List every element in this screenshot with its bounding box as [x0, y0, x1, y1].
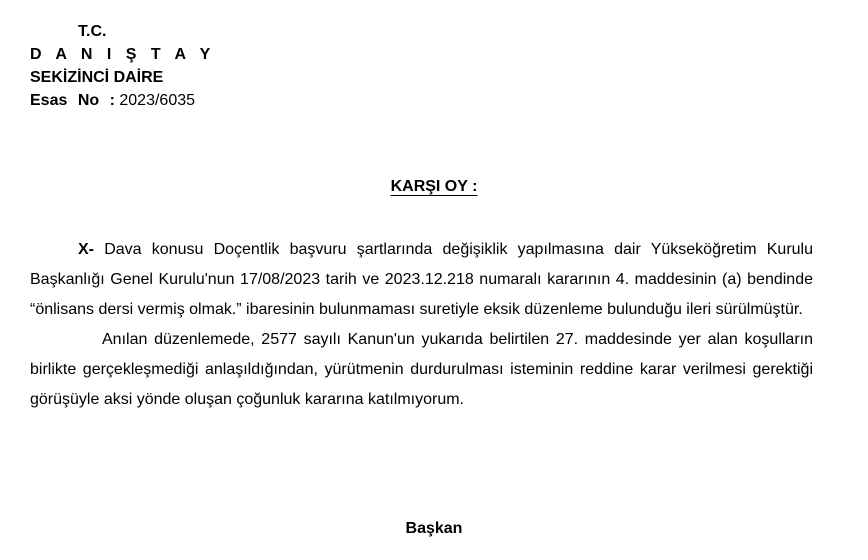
paragraph-marker: X- — [78, 241, 94, 258]
paragraph-2 — [30, 325, 813, 415]
paragraph-1 — [30, 235, 813, 325]
case-number — [30, 89, 215, 112]
paragraph-2-text: Anılan düzenlemede, 2577 sayılı Kanun'un yukarıda belirtilen 27. maddesinde yer alan koşulların birlikte gerçekleşmediği anlaşıldığından, yürütmenin durdurulması isteminin reddine karar verilmesi gerektiği görüşüyle aksi yönde oluşan çoğunluk kararına katılmıyorum. — [30, 331, 813, 408]
republic-label: T.C. — [78, 23, 107, 40]
paragraph-1-text: Dava konusu Doçentlik başvuru şartlarında değişiklik yapılmasına dair Yükseköğretim Kurulu Başkanlığı Genel Kurulu'nun 17/08/2023 tarih ve 2023.12.218 numaralı kararının 4. maddesinin (a) bendinde “önlisans dersi vermiş olmak.” ibaresinin bulunmaması suretiyle eksik düzenleme bulunduğu ileri sürülmüştür. — [30, 241, 813, 318]
document-header — [30, 20, 215, 112]
dissent-body — [30, 235, 813, 415]
dissent-heading — [0, 178, 868, 196]
court-name: D A N I Ş T A Y — [30, 46, 216, 63]
case-number-value: 2023/6035 — [119, 92, 196, 109]
chamber-name: SEKİZİNCİ DAİRE — [30, 69, 164, 86]
dissent-heading-text: KARŞI OY : — [390, 178, 478, 195]
case-number-label: Esas No : — [30, 92, 115, 109]
signature-title: Başkan — [405, 520, 463, 537]
